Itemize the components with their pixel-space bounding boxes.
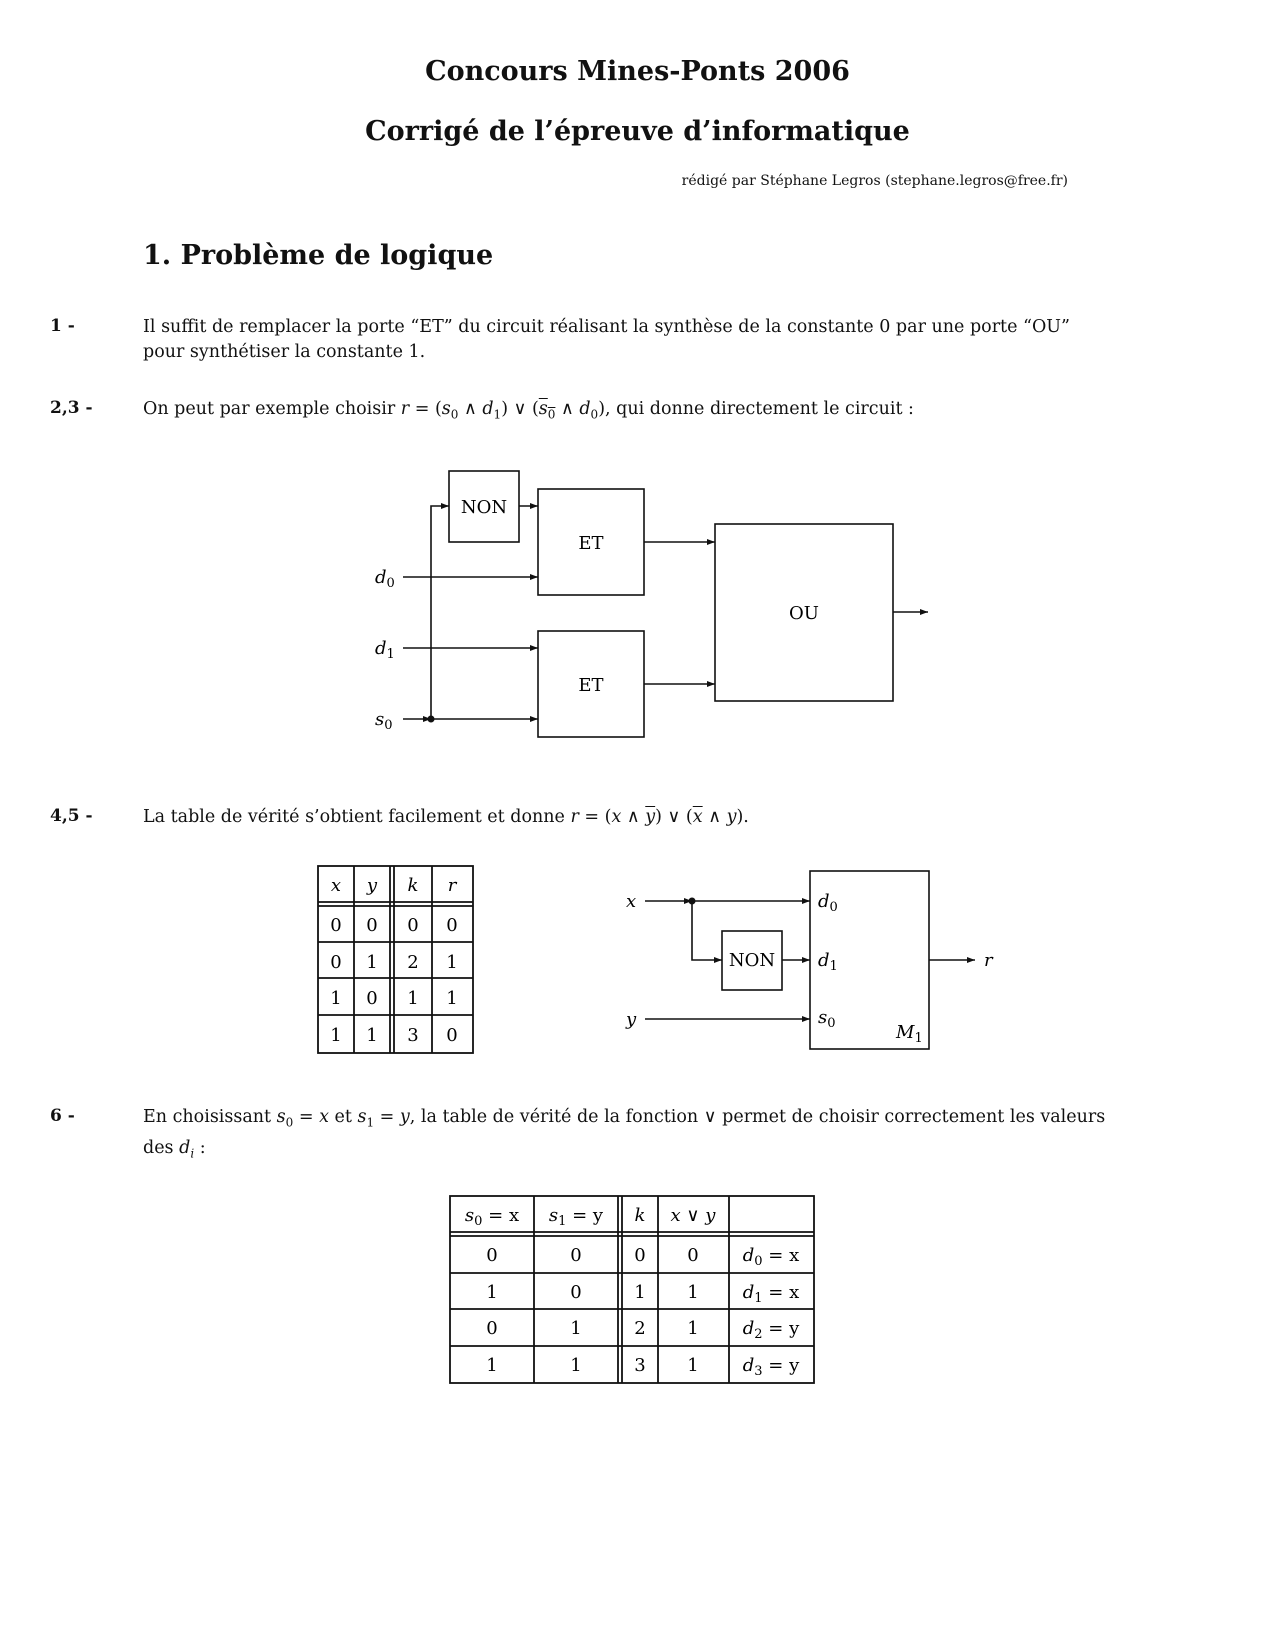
input-label-d0: $d_0$: [375, 567, 395, 591]
input-label-y: y: [626, 1009, 637, 1030]
question-45-text-before: La table de vérité s’obtient facilement et donne: [143, 807, 571, 827]
table1-cell: 0: [366, 988, 378, 1009]
table2-header-cell: $s_0 = x$: [464, 1205, 520, 1229]
table1-cell: 0: [330, 915, 342, 936]
table2-cell: 1: [687, 1355, 699, 1376]
table1-cell: 3: [407, 1025, 419, 1046]
table1-cell: 1: [330, 988, 342, 1009]
table2-cell: $d_3 = y$: [742, 1355, 800, 1379]
question-number-6: 6 -: [50, 1106, 75, 1126]
mux-port-d1: $d_1$: [818, 950, 838, 974]
table1-header-cell: x: [330, 875, 342, 896]
non-gate-2-label: NON: [728, 950, 776, 971]
table1-header-cell: r: [447, 875, 457, 896]
table2-cell: 0: [486, 1245, 498, 1266]
table2-cell: 1: [687, 1318, 699, 1339]
table1-cell: 0: [330, 952, 342, 973]
mux-port-d0: $d_0$: [818, 891, 838, 915]
table2-cell: 0: [634, 1245, 646, 1266]
question-23-text-before: On peut par exemple choisir: [143, 399, 401, 419]
table1-header-cell: k: [407, 875, 419, 896]
table1-cell: 1: [407, 988, 419, 1009]
table1-cell: 1: [446, 952, 458, 973]
table2-cell: 0: [486, 1318, 498, 1339]
table2-cell: $d_2 = y$: [742, 1318, 800, 1342]
mux-label-m1: $M_1$: [896, 1022, 923, 1046]
table2-cell: 1: [687, 1282, 699, 1303]
input-label-s0: $s_0$: [375, 709, 393, 733]
mux-port-s0: $s_0$: [818, 1007, 836, 1031]
question-number-23: 2,3 -: [50, 398, 93, 418]
input-label-x: x: [626, 891, 637, 912]
table2-cell: 2: [634, 1318, 646, 1339]
table1-cell: 0: [407, 915, 419, 936]
et-gate-bottom-label: ET: [578, 675, 604, 696]
question-1-line2: pour synthétiser la constante 1.: [143, 342, 426, 362]
table1-header-cell: y: [366, 875, 378, 896]
table2-header-cell: k: [634, 1205, 646, 1226]
table2-cell: 0: [687, 1245, 699, 1266]
question-23-text-after: , qui donne directement le circuit :: [605, 399, 914, 419]
table2-header-cell: $s_1 = y$: [548, 1205, 604, 1229]
table1-cell: 0: [446, 915, 458, 936]
table2-cell: 1: [486, 1355, 498, 1376]
section-title: 1. Problème de logique: [143, 240, 494, 271]
table1-cell: 1: [446, 988, 458, 1009]
table1-cell: 0: [446, 1025, 458, 1046]
et-gate-top-label: ET: [578, 533, 604, 554]
table2-cell: 0: [570, 1245, 582, 1266]
question-45-text-after: .: [743, 807, 749, 827]
input-label-d1: $d_1$: [375, 638, 395, 662]
document-subtitle: Corrigé de l’épreuve d’informatique: [365, 116, 910, 147]
formula-s0-s1: $s_0 = x$ et $s_1 = y$: [276, 1107, 410, 1130]
document-title: Concours Mines-Ponts 2006: [425, 56, 850, 87]
table2-cell: 1: [570, 1318, 582, 1339]
table2-cell: 1: [634, 1282, 646, 1303]
table1-cell: 2: [407, 952, 419, 973]
question-number-1: 1 -: [50, 316, 75, 336]
table2-cell: 1: [570, 1355, 582, 1376]
table1-cell: 0: [366, 915, 378, 936]
question-6-text-before: En choisissant: [143, 1107, 277, 1127]
table2-cell: 3: [634, 1355, 646, 1376]
author-line: rédigé par Stéphane Legros (stephane.legros@free.fr): [681, 173, 1068, 189]
formula-r-1: $r = (s_0$ ∧ $d_1$) ∨ ($s_0$ ∧ $d_0$): [400, 399, 606, 422]
table2-cell: 0: [570, 1282, 582, 1303]
table1-cell: 1: [366, 1025, 378, 1046]
question-6-line2: des $d_i$ :: [143, 1137, 206, 1160]
table2-cell: 1: [486, 1282, 498, 1303]
question-1-line1: Il suffit de remplacer la porte “ET” du circuit réalisant la synthèse de la constante 0 par une porte “OU”: [143, 317, 1070, 337]
question-number-45: 4,5 -: [50, 806, 93, 826]
table1-cell: 1: [366, 952, 378, 973]
non-gate-label: NON: [460, 497, 508, 518]
table2-cell: $d_0 = x$: [742, 1245, 800, 1269]
table1-cell: 1: [330, 1025, 342, 1046]
question-6-text-after: , la table de vérité de la fonction ∨ permet de choisir correctement les valeurs: [409, 1107, 1106, 1127]
table2-header-cell: x ∨ y: [670, 1205, 716, 1226]
output-label-r: r: [984, 950, 993, 971]
formula-r-2: r = (x ∧ $\overline{y}$) ∨ ($\overline{x}$ ∧ y): [570, 807, 744, 827]
ou-gate-label: OU: [789, 603, 819, 624]
table2-cell: $d_1 = x$: [742, 1282, 800, 1306]
